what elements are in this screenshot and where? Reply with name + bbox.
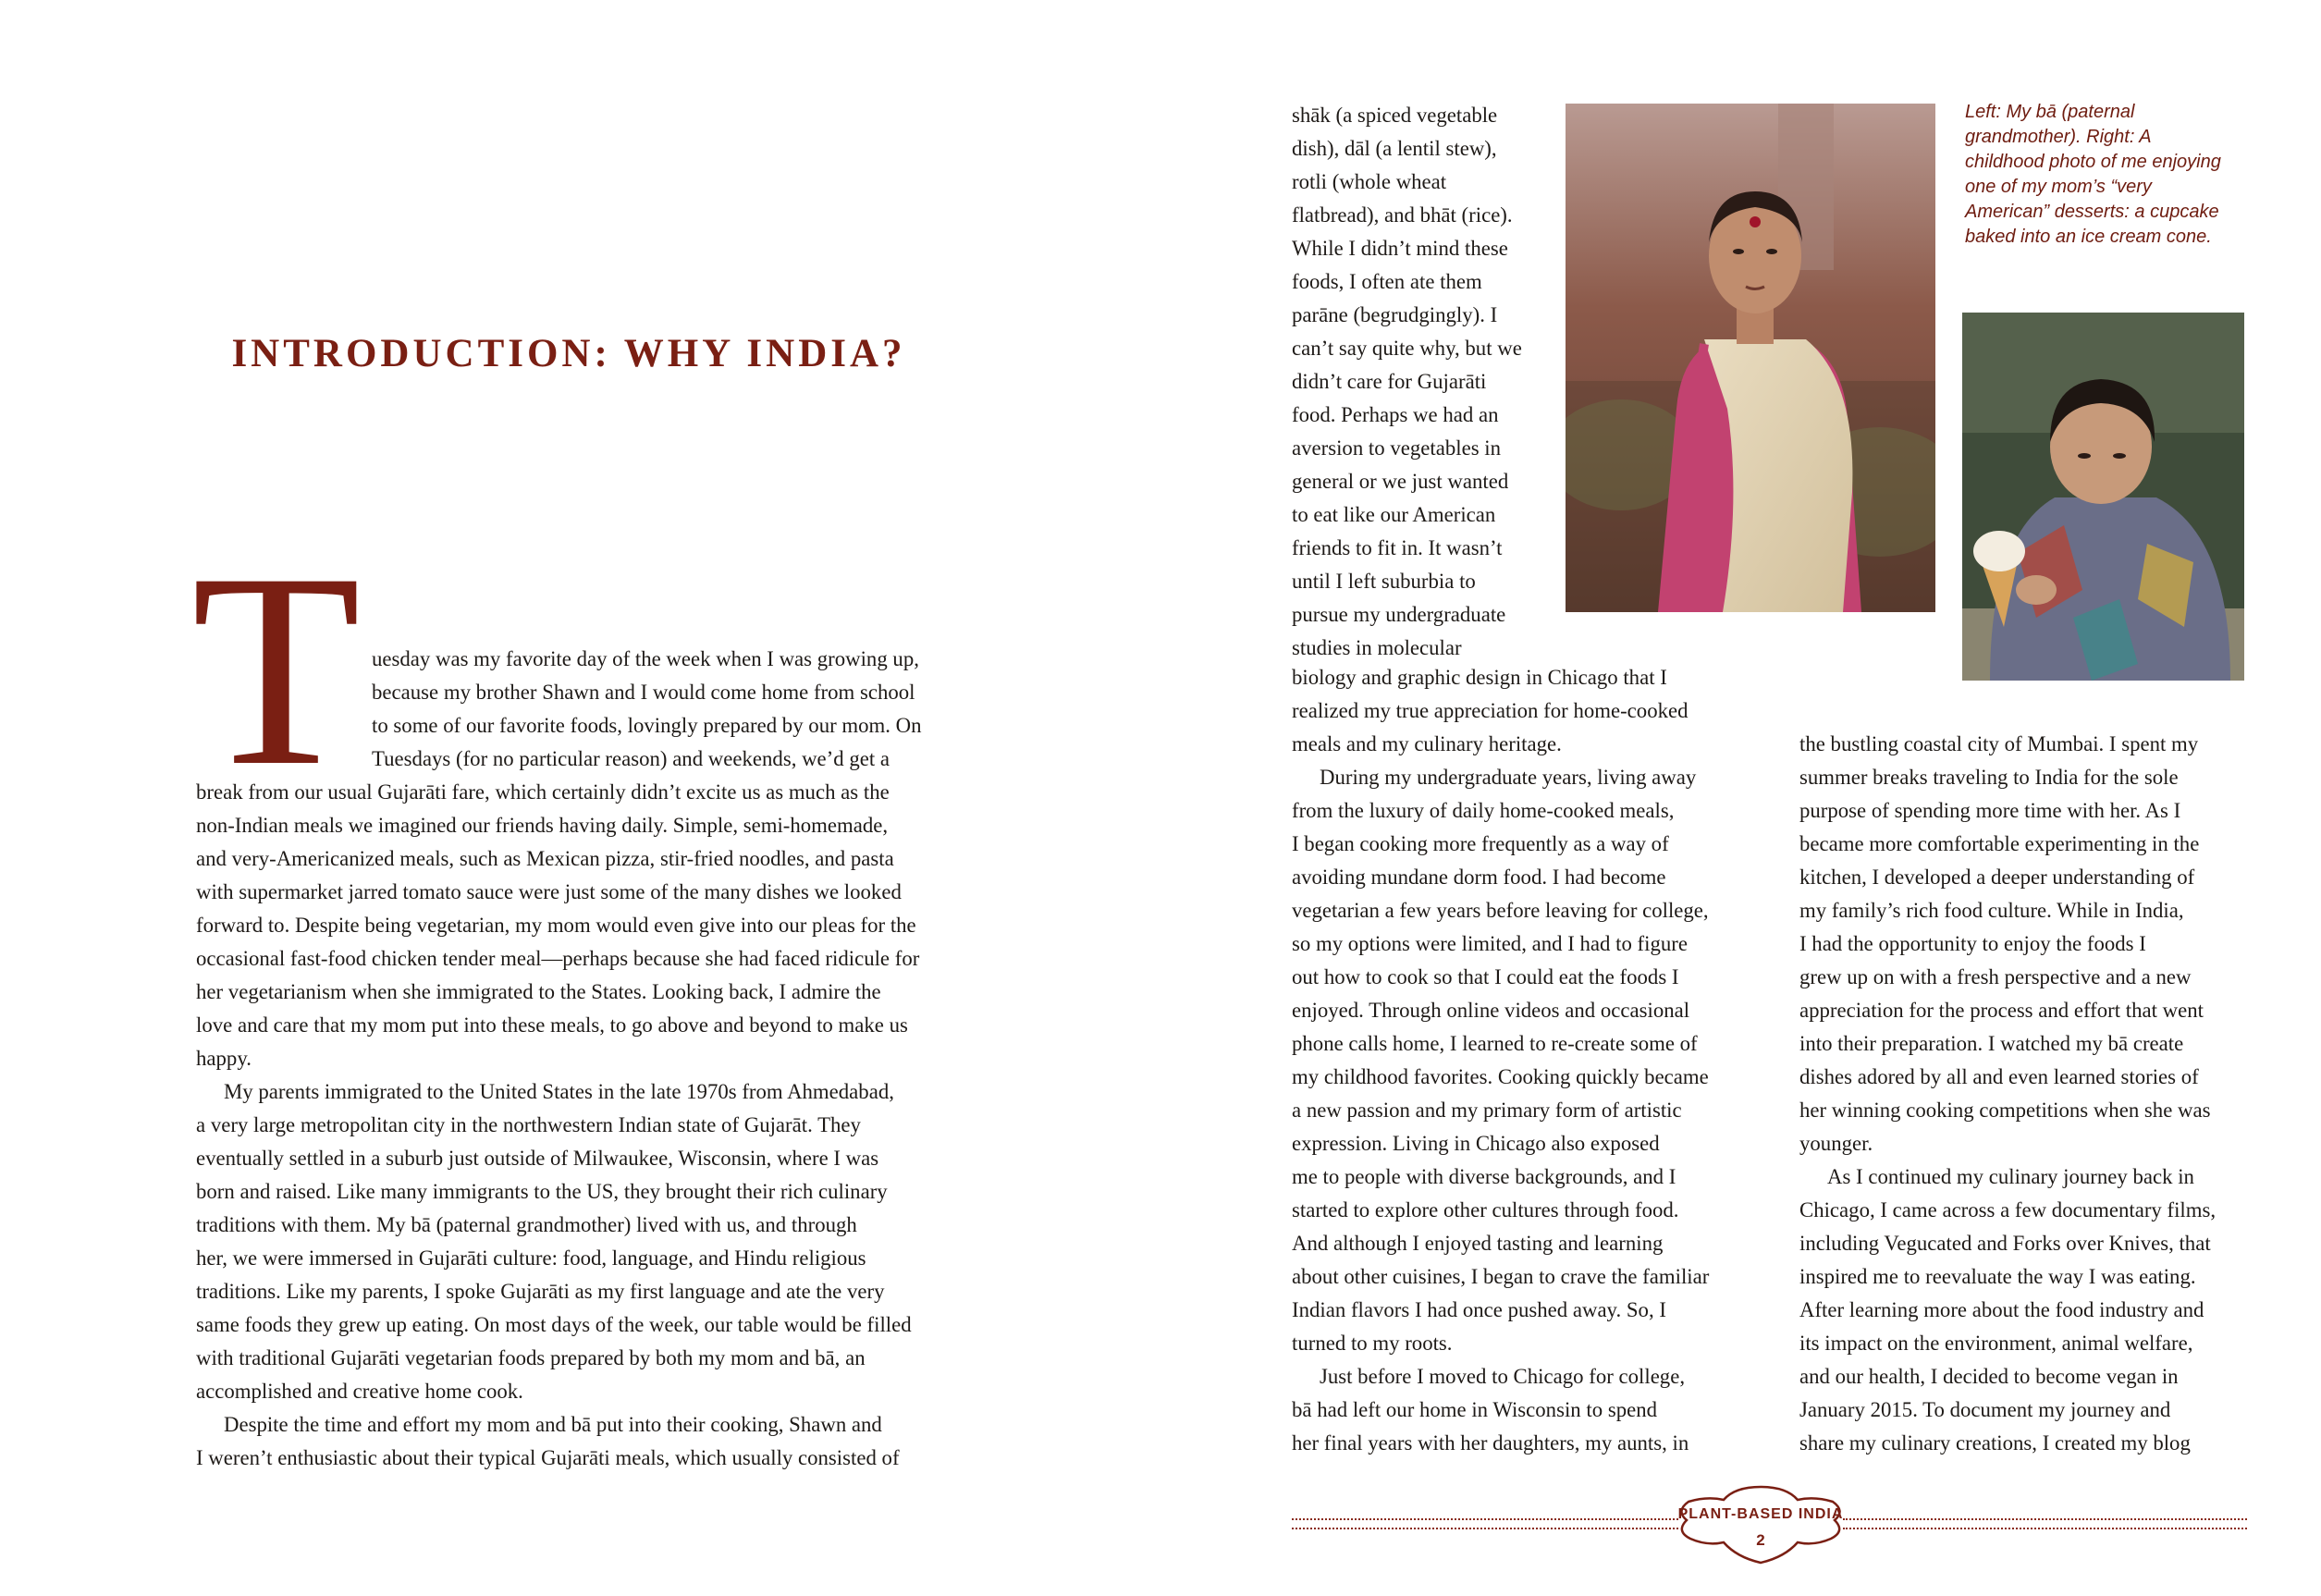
text-line: food. Perhaps we had an bbox=[1292, 403, 1499, 426]
text-line: studies in molecular bbox=[1292, 636, 1462, 659]
text-line: became more comfortable experimenting in the bbox=[1799, 832, 2200, 855]
text-line: love and care that my mom put into these meals, to go above and beyond to make us bbox=[196, 1013, 908, 1037]
text-line: her winning cooking competitions when she was bbox=[1799, 1099, 2211, 1122]
grandmother-photo-illustration bbox=[1566, 104, 1935, 612]
text-line: Chicago, I came across a few documentary films, bbox=[1799, 1198, 2217, 1222]
text-line: a very large metropolitan city in the northwestern Indian state of Gujarāt. They bbox=[196, 1113, 861, 1136]
text-line: with supermarket jarred tomato sauce were just some of the many dishes we looked bbox=[196, 880, 902, 903]
footer-book-title: PLANT-BASED INDIA bbox=[1677, 1506, 1844, 1522]
text-line: until I left suburbia to bbox=[1292, 570, 1476, 593]
text-line: from the luxury of daily home-cooked meals, bbox=[1292, 799, 1675, 822]
text-line: I had the opportunity to enjoy the foods I bbox=[1799, 932, 2146, 955]
text-line: started to explore other cultures through food. bbox=[1292, 1198, 1679, 1222]
drop-cap: T bbox=[191, 516, 362, 823]
text-line: As I continued my culinary journey back in bbox=[1827, 1165, 2194, 1188]
text-line: its impact on the environment, animal welfare, bbox=[1799, 1332, 2193, 1355]
text-line: traditions with them. My bā (paternal grandmother) lived with us, and through bbox=[196, 1213, 857, 1236]
text-line: vegetarian a few years before leaving for college, bbox=[1292, 899, 1709, 922]
text-line: Indian flavors I had once pushed away. So, I bbox=[1292, 1298, 1666, 1321]
text-line: kitchen, I developed a deeper understanding of bbox=[1799, 866, 2195, 889]
text-line: pursue my undergraduate bbox=[1292, 603, 1506, 626]
right-column-1-lower bbox=[1292, 661, 1754, 1460]
text-line: grew up on with a fresh perspective and a new bbox=[1799, 965, 2192, 988]
text-line: January 2015. To document my journey and bbox=[1799, 1398, 2171, 1421]
text-line: appreciation for the process and effort that went bbox=[1799, 999, 2204, 1022]
text-line: the bustling coastal city of Mumbai. I spent my bbox=[1799, 732, 2199, 755]
text-line: to eat like our American bbox=[1292, 503, 1496, 526]
text-line: shāk (a spiced vegetable bbox=[1292, 104, 1498, 127]
text-line: with traditional Gujarāti vegetarian foods prepared by both my mom and bā, an bbox=[196, 1346, 866, 1369]
text-line: flatbread), and bhāt (rice). bbox=[1292, 203, 1513, 227]
text-line: didn’t care for Gujarāti bbox=[1292, 370, 1487, 393]
text-line: same foods they grew up eating. On most days of the week, our table would be filled bbox=[196, 1313, 912, 1336]
text-line: including Vegucated and Forks over Knives, that bbox=[1799, 1232, 2211, 1255]
text-line: enjoyed. Through online videos and occasional bbox=[1292, 999, 1690, 1022]
childhood-photo-illustration bbox=[1962, 313, 2244, 681]
text-line: eventually settled in a suburb just outside of Milwaukee, Wisconsin, where I was bbox=[196, 1147, 879, 1170]
text-line: into their preparation. I watched my bā create bbox=[1799, 1032, 2184, 1055]
text-line: born and raised. Like many immigrants to the US, they brought their rich culinary bbox=[196, 1180, 888, 1203]
text-line: about other cuisines, I began to crave the familiar bbox=[1292, 1265, 1710, 1288]
text-line: dishes adored by all and even learned stories of bbox=[1799, 1065, 2199, 1088]
childhood-photo bbox=[1962, 313, 2244, 681]
text-line: I weren’t enthusiastic about their typical Gujarāti meals, which usually consisted of bbox=[196, 1446, 900, 1469]
left-body-text bbox=[196, 643, 964, 1475]
text-line: non-Indian meals we imagined our friends having daily. Simple, semi-homemade, bbox=[196, 814, 889, 837]
grandmother-photo bbox=[1566, 104, 1935, 612]
text-line: bā had left our home in Wisconsin to spend bbox=[1292, 1398, 1658, 1421]
text-line: and very-Americanized meals, such as Mexican pizza, stir-fried noodles, and pasta bbox=[196, 847, 894, 870]
text-line: turned to my roots. bbox=[1292, 1332, 1453, 1355]
text-line: Despite the time and effort my mom and bā put into their cooking, Shawn and bbox=[224, 1413, 882, 1436]
caption-line: Left: My bā (paternal bbox=[1965, 102, 2135, 122]
text-line: rotli (whole wheat bbox=[1292, 170, 1447, 193]
page-number: 2 bbox=[1756, 1531, 1765, 1549]
text-line: out how to cook so that I could eat the foods I bbox=[1292, 965, 1679, 988]
text-line: her vegetarianism when she immigrated to the States. Looking back, I admire the bbox=[196, 980, 881, 1003]
text-line: During my undergraduate years, living away bbox=[1320, 766, 1697, 789]
text-line: a new passion and my primary form of artistic bbox=[1292, 1099, 1682, 1122]
text-line: avoiding mundane dorm food. I had become bbox=[1292, 866, 1666, 889]
text-line: my family’s rich food culture. While in India, bbox=[1799, 899, 2184, 922]
text-line: Tuesdays (for no particular reason) and weekends, we’d get a bbox=[372, 747, 890, 770]
footer-badge-ornament bbox=[1676, 1483, 1846, 1566]
text-line: meals and my culinary heritage. bbox=[1292, 732, 1562, 755]
caption-line: baked into an ice cream cone. bbox=[1965, 227, 2212, 247]
text-line: accomplished and creative home cook. bbox=[196, 1380, 523, 1403]
text-line: inspired me to reevaluate the way I was eating. bbox=[1799, 1265, 2196, 1288]
caption-line: grandmother). Right: A bbox=[1965, 127, 2152, 147]
text-line: share my culinary creations, I created my blog bbox=[1799, 1431, 2191, 1455]
text-line: purpose of spending more time with her. As I bbox=[1799, 799, 2181, 822]
text-line: friends to fit in. It wasn’t bbox=[1292, 536, 1503, 559]
text-line: uesday was my favorite day of the week when I was growing up, bbox=[372, 647, 919, 670]
text-line: dish), dāl (a lentil stew), bbox=[1292, 137, 1497, 160]
text-line: my childhood favorites. Cooking quickly became bbox=[1292, 1065, 1709, 1088]
text-line: summer breaks traveling to India for the sole bbox=[1799, 766, 2179, 789]
text-line: While I didn’t mind these bbox=[1292, 237, 1508, 260]
text-line: I began cooking more frequently as a way of bbox=[1292, 832, 1669, 855]
photo-caption bbox=[1965, 100, 2252, 250]
text-line: My parents immigrated to the United States in the late 1970s from Ahmedabad, bbox=[224, 1080, 894, 1103]
text-line: traditions. Like my parents, I spoke Gujarāti as my first language and ate the very bbox=[196, 1280, 885, 1303]
chapter-title: INTRODUCTION: WHY INDIA? bbox=[231, 332, 906, 375]
footer-dotted-rule-right bbox=[1843, 1518, 2247, 1529]
text-line: break from our usual Gujarāti fare, which certainly didn’t excite us as much as the bbox=[196, 780, 890, 804]
text-line: phone calls home, I learned to re-create some of bbox=[1292, 1032, 1698, 1055]
text-line: aversion to vegetables in bbox=[1292, 436, 1501, 460]
text-line: younger. bbox=[1799, 1132, 1873, 1155]
right-column-1-upper bbox=[1292, 99, 1588, 665]
text-line: to some of our favorite foods, lovingly prepared by our mom. On bbox=[372, 714, 922, 737]
text-line: And although I enjoyed tasting and learning bbox=[1292, 1232, 1664, 1255]
text-line: can’t say quite why, but we bbox=[1292, 337, 1522, 360]
right-column-2 bbox=[1799, 728, 2243, 1460]
text-line: Just before I moved to Chicago for college, bbox=[1320, 1365, 1686, 1388]
text-line: foods, I often ate them bbox=[1292, 270, 1482, 293]
text-line: so my options were limited, and I had to figure bbox=[1292, 932, 1688, 955]
text-line: realized my true appreciation for home-cooked bbox=[1292, 699, 1689, 722]
caption-line: one of my mom’s “very bbox=[1965, 177, 2152, 197]
footer-dotted-rule-left bbox=[1292, 1518, 1678, 1529]
text-line: occasional fast-food chicken tender meal—perhaps because she had faced ridicule for bbox=[196, 947, 920, 970]
text-line: her final years with her daughters, my aunts, in bbox=[1292, 1431, 1689, 1455]
text-line: forward to. Despite being vegetarian, my mom would even give into our pleas for the bbox=[196, 914, 916, 937]
text-line: general or we just wanted bbox=[1292, 470, 1509, 493]
text-line: expression. Living in Chicago also exposed bbox=[1292, 1132, 1660, 1155]
text-line: parāne (begrudgingly). I bbox=[1292, 303, 1498, 326]
text-line: biology and graphic design in Chicago that I bbox=[1292, 666, 1667, 689]
caption-line: childhood photo of me enjoying bbox=[1965, 152, 2221, 172]
text-line: happy. bbox=[196, 1047, 252, 1070]
caption-line: American” desserts: a cupcake bbox=[1965, 202, 2219, 222]
text-line: and our health, I decided to become vegan in bbox=[1799, 1365, 2179, 1388]
text-line: me to people with diverse backgrounds, and I bbox=[1292, 1165, 1676, 1188]
text-line: her, we were immersed in Gujarāti culture: food, language, and Hindu religious bbox=[196, 1246, 866, 1270]
text-line: After learning more about the food industry and bbox=[1799, 1298, 2204, 1321]
text-line: because my brother Shawn and I would come home from school bbox=[372, 681, 915, 704]
